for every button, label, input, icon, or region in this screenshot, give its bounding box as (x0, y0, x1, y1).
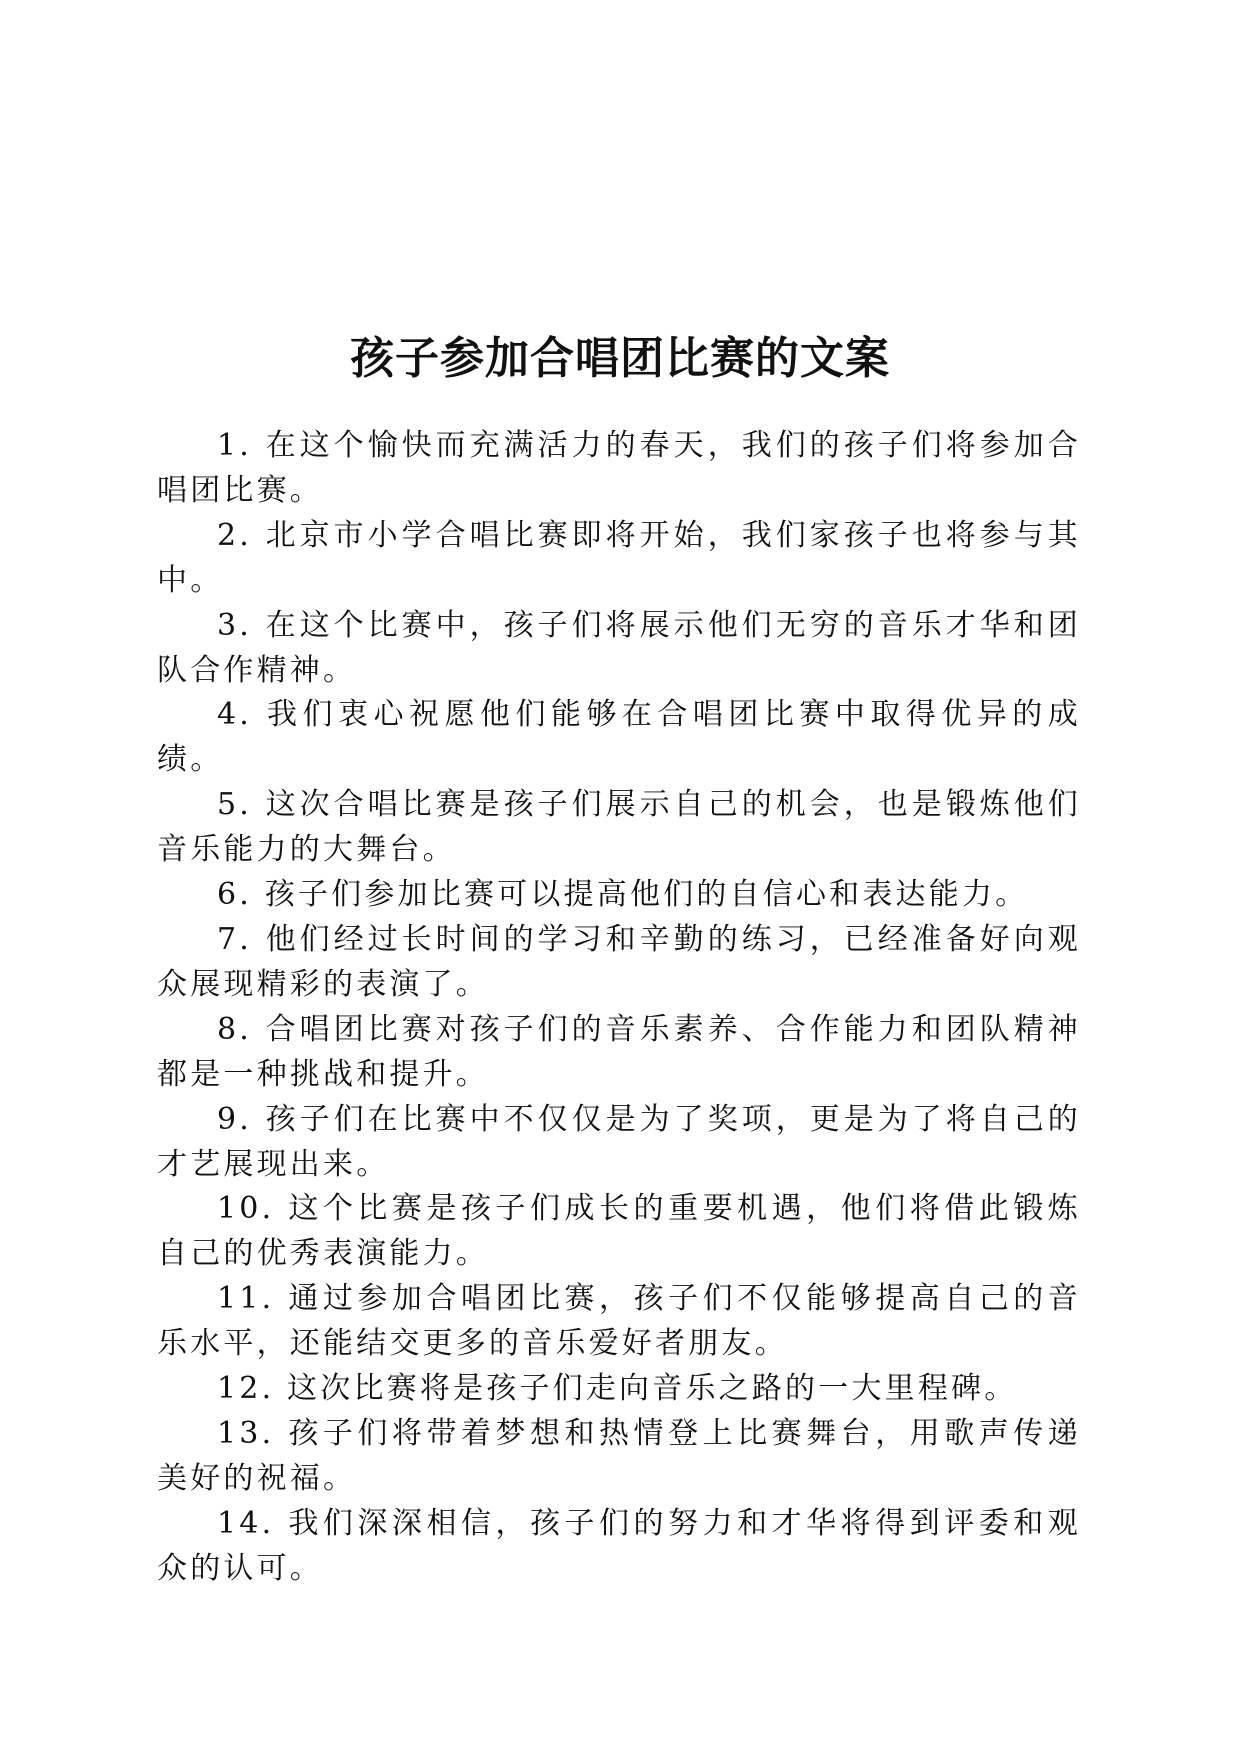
paragraph-3: 3. 在这个比赛中，孩子们将展示他们无穷的音乐才华和团队合作精神。 (157, 607, 1081, 688)
paragraph-7: 7. 他们经过长时间的学习和辛勤的练习，已经准备好向观众展现精彩的表演了。 (157, 921, 1081, 1002)
paragraph-10: 10. 这个比赛是孩子们成长的重要机遇，他们将借此锻炼自己的优秀表演能力。 (157, 1191, 1081, 1272)
paragraph-12: 12. 这次比赛将是孩子们走向音乐之路的一大里程碑。 (217, 1371, 1018, 1407)
document-title: 孩子参加合唱团比赛的文案 (350, 333, 890, 385)
paragraph-6: 6. 孩子们参加比赛可以提高他们的自信心和表达能力。 (217, 877, 1029, 913)
paragraph-13: 13. 孩子们将带着梦想和热情登上比赛舞台，用歌声传递美好的祝福。 (157, 1415, 1081, 1496)
paragraph-2: 2. 北京市小学合唱比赛即将开始，我们家孩子也将参与其中。 (157, 517, 1081, 598)
paragraph-11: 11. 通过参加合唱团比赛，孩子们不仅能够提高自己的音乐水平，还能结交更多的音乐爱好者朋友。 (157, 1281, 1081, 1362)
paragraph-8: 8. 合唱团比赛对孩子们的音乐素养、合作能力和团队精神都是一种挑战和提升。 (157, 1011, 1081, 1092)
paragraph-1: 1. 在这个愉快而充满活力的春天，我们的孩子们将参加合唱团比赛。 (157, 428, 1081, 508)
paragraph-9: 9. 孩子们在比赛中不仅仅是为了奖项，更是为了将自己的才艺展现出来。 (157, 1101, 1081, 1182)
paragraph-14: 14. 我们深深相信，孩子们的努力和才华将得到评委和观众的认可。 (157, 1505, 1081, 1586)
paragraph-4: 4. 我们衷心祝愿他们能够在合唱团比赛中取得优异的成绩。 (157, 697, 1081, 778)
document-body (157, 424, 1081, 1592)
paragraph-5: 5. 这次合唱比赛是孩子们展示自己的机会，也是锻炼他们音乐能力的大舞台。 (157, 787, 1081, 868)
